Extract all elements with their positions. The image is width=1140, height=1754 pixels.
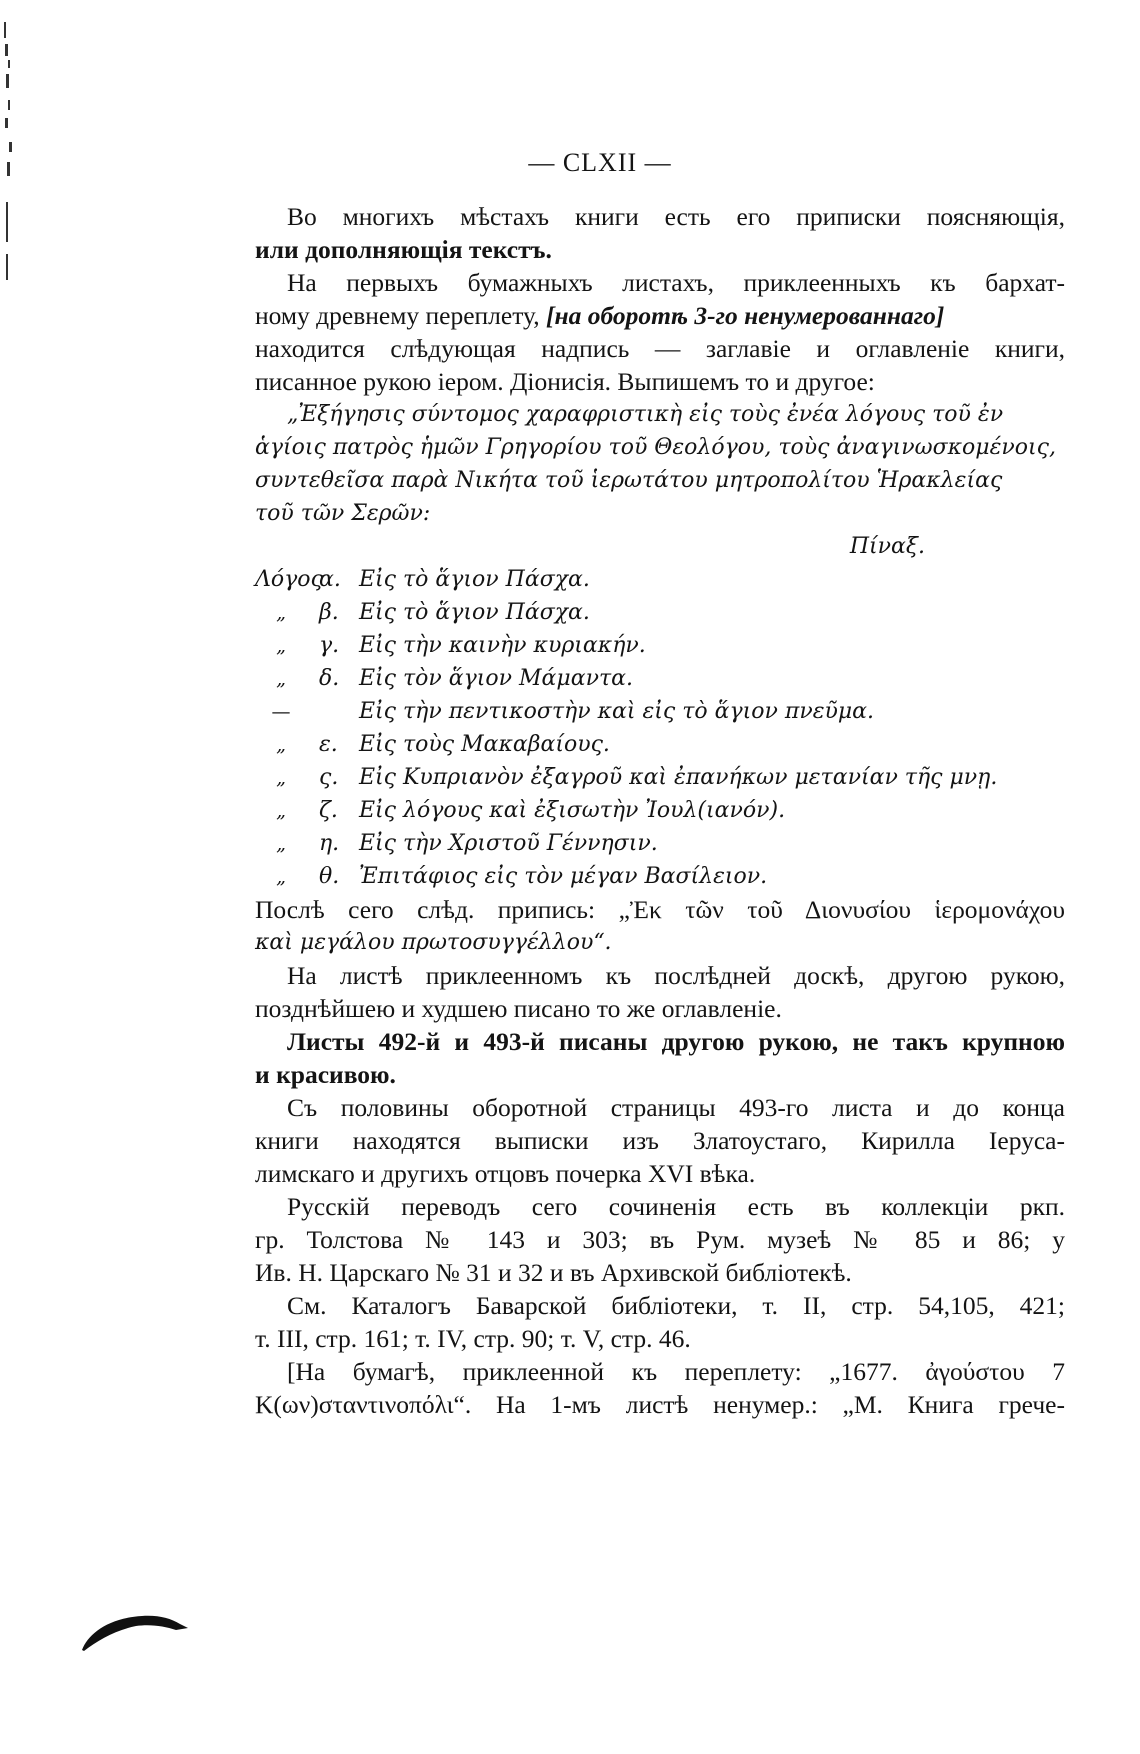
body-text [255,200,1065,1421]
toc-heading: Πίναξ. [849,534,925,559]
toc-row [255,695,1065,728]
ditto-mark: „ [276,833,286,855]
toc-number: ς. [319,765,339,790]
toc-row [255,827,1065,860]
text-line: ному древнему переплету, [на оборотѣ 3-го ненумерованнаго] [255,301,945,330]
text-line: Русскій переводъ сего сочиненія есть въ коллекціи ркп. [287,1192,1065,1221]
toc-number: ε. [319,732,338,757]
ditto-mark: „ [276,767,286,789]
text-line: См. Каталогъ Баварской библіотеки, т. II, стр. 54,105, 421; [287,1291,1065,1320]
toc-title: Εἰς τὸ ἅγιον Πάσχα. [359,567,590,592]
toc-title: Εἰς λόγους καὶ ἐξισωτὴν Ἰουλ(ιανόν). [359,798,786,823]
toc-title: Εἰς τὴν πεντικοστὴν καὶ εἰς τὸ ἅγιον πνεῦμα. [359,699,875,724]
ditto-mark: „ [276,602,286,624]
greek-line: συντεθεῖσα παρὰ Νικήτα τοῦ ἱερωτάτου μητροπολίτου Ἡρακλείας [255,468,1003,493]
toc-title: Εἰς τὴν Χριστοῦ Γέννησιν. [359,831,658,856]
text-line: Κ(ων)σταντινοπόλι“. На 1-мъ листѣ ненумер.: „М. Книга грече- [255,1390,1065,1419]
text-line: На первыхъ бумажныхъ листахъ, приклеенныхъ къ бархат- [287,268,1065,297]
toc-row [255,662,1065,695]
scan-swoosh-mark [80,1604,190,1652]
toc-title: Εἰς Κυπριανὸν ἐξαγροῦ καὶ ἐπανήκων μετανίαν τῆς μνῃ. [359,765,998,790]
text-line: [На бумагѣ, приклеенной къ переплету: „1677. ἀγούστου 7 [287,1357,1065,1386]
greek-line: ἁγίοις πατρὸς ἡμῶν Γρηγορίου τοῦ Θεολόγου, τοὺς ἀναγινωσκομένοις, [255,435,1056,460]
toc-number: θ. [319,864,340,889]
toc-number: η. [319,831,340,856]
toc-title: Εἰς τὴν καινὴν κυριακήν. [359,633,646,658]
toc-number: γ. [319,633,340,658]
text-line: книги находятся выписки изъ Златоустаго, Кирилла Iерусa- [255,1126,1065,1155]
toc-number: α. [319,567,341,592]
toc-row [255,596,1065,629]
text-line: позднѣйшею и худшею писано то же оглавленіе. [255,994,782,1023]
text-line: или дополняющія текстъ. [255,235,552,264]
toc-row [255,563,1065,596]
text-line: Во многихъ мѣстахъ книги есть его приписки поясняющія, [287,202,1065,231]
page-number: — CLXII — [528,148,672,177]
text-line: Послѣ сего слѣд. припись: „Ἐκ τῶν τοῦ Διονυσίου ἱερομονάχου [255,895,1065,924]
toc-title: Εἰς τὸν ἅγιον Μάμαντα. [359,666,633,691]
toc-number: β. [319,600,339,625]
text-line: и красивою. [255,1060,396,1089]
text-line: Съ половины оборотной страницы 493-го листа и до конца [287,1093,1065,1122]
text-line: Листы 492-й и 493-й писаны другою рукою, не такъ крупною [287,1027,1065,1056]
toc-title: Εἰς τὸ ἅγιον Πάσχα. [359,600,590,625]
toc-row [255,728,1065,761]
text-line: лимскаго и другихъ отцовъ почерка XVI вѣка. [255,1159,756,1188]
text-line: гр. Толстова № 143 и 303; въ Рум. музеѣ № 85 и 86; у [255,1225,1065,1254]
toc-title: Εἰς τοὺς Μακαβαίους. [359,732,610,757]
toc-row [255,761,1065,794]
toc-row [255,860,1065,893]
toc-number: δ. [319,666,340,691]
toc-title: Ἐπιτάφιος εἰς τὸν μέγαν Βασίλειον. [359,864,768,889]
text-line: находится слѣдующая надпись — заглавіе и оглавленіе книги, [255,334,1065,363]
text-line: Ив. Н. Царскаго № 31 и 32 и въ Архивской библіотекѣ. [255,1258,852,1287]
ditto-mark: „ [276,635,286,657]
greek-line: καὶ μεγάλου πρωτοσυγγέλλου“. [255,930,612,955]
greek-line: τοῦ τῶν Σερῶν: [255,501,431,526]
text-line: т. III, стр. 161; т. IV, стр. 90; т. V, стр. 46. [255,1324,691,1353]
dash-mark: — [271,701,291,723]
ditto-mark: „ [276,866,286,888]
greek-line: „Ἐξήγησις σύντομος χαραφριστικὴ εἰς τοὺς ἐνέα λόγους τοῦ ἐν [287,402,1004,427]
ditto-mark: „ [276,800,286,822]
text-line: На листѣ приклеенномъ къ послѣдней доскѣ, другою рукою, [287,961,1065,990]
ditto-mark: „ [276,734,286,756]
toc-number: ζ. [319,798,338,823]
toc-row [255,794,1065,827]
text-line: писанное рукою iером. Діонисія. Выпишемъ то и другое: [255,367,875,396]
toc-lead: Λόγος [255,567,323,592]
toc-row [255,629,1065,662]
table-of-contents [255,563,1065,893]
ditto-mark: „ [276,668,286,690]
